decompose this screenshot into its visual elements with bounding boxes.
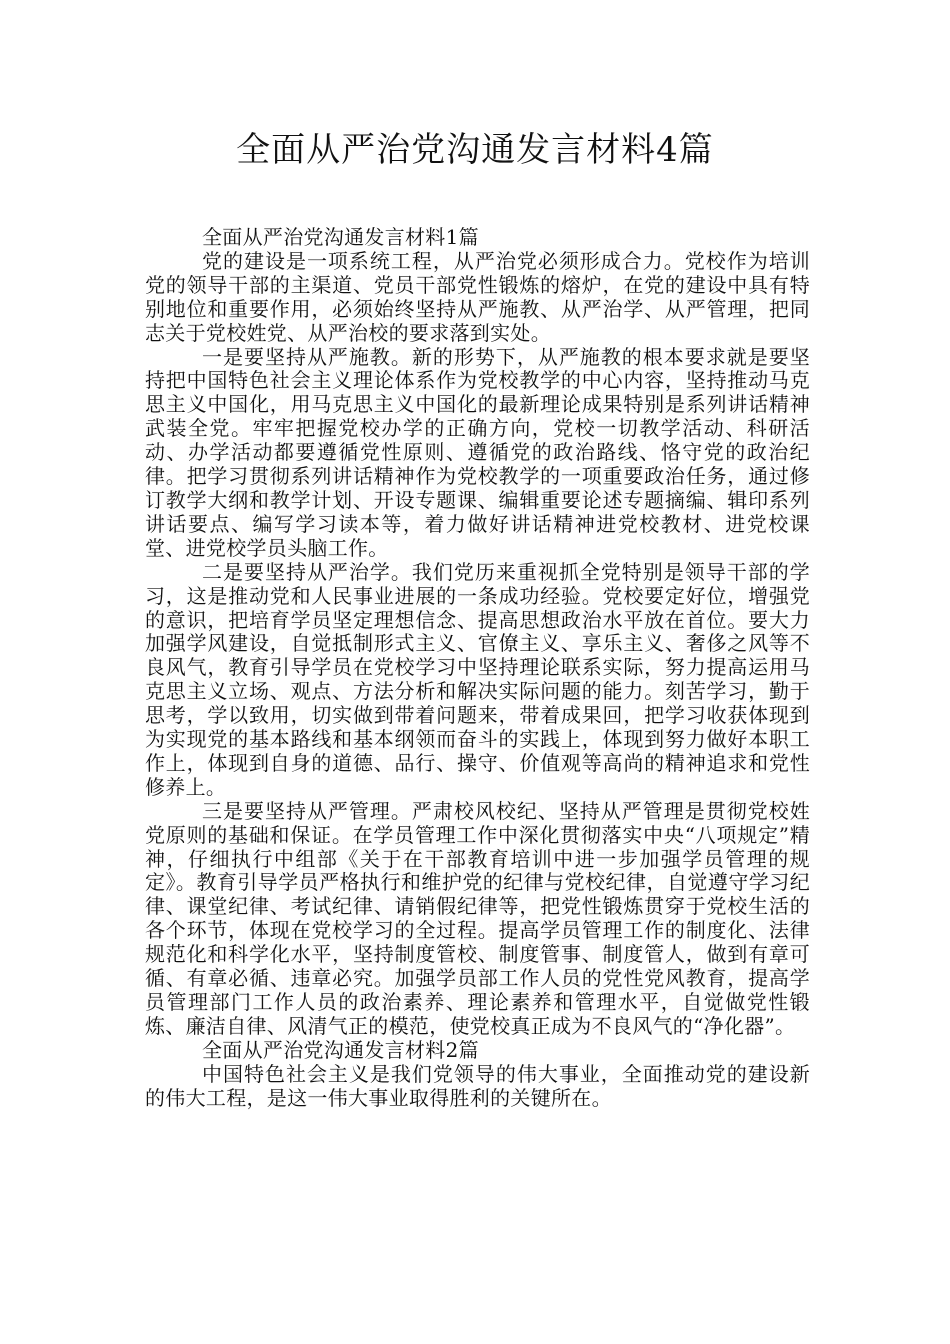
section-heading-2: 全面从严治党沟通发言材料2篇 xyxy=(202,1037,479,1062)
paragraph-strict-learning: 二是要坚持从严治学。我们党历来重视抓全党特别是领导干部的学习，这是推动党和人民事业进展的一条成功经验。党校要定好位，增强党的意识，把培育学员坚定理想信念、提高思想政治水平放在首位。要大力加强学风建设，自觉抵制形式主义、官僚主义、享乐主义、奢侈之风等不良风气，教育引导学员在党校学习中坚持理论联系实际，努力提高运用马克思主义立场、观点、方法分析和解决实际问题的能力。刻苦学习，勤于思考，学以致用，切实做到带着问题来，带着成果回，把学习收获体现到为实现党的基本路线和基本纲领而奋斗的实践上，体现到努力做好本职工作上，体现到自身的道德、品行、操守、价值观等高尚的精神追求和党性修养上。 xyxy=(145,559,810,799)
paragraph-intro: 党的建设是一项系统工程，从严治党必须形成合力。党校作为培训党的领导干部的主渠道、党员干部党性锻炼的熔炉，在党的建设中具有特别地位和重要作用，必须始终坚持从严施教、从严治学、从严管理，把同志关于党校姓党、从严治校的要求落到实处。 xyxy=(145,248,810,345)
paragraph-section-2-intro: 中国特色社会主义是我们党领导的伟大事业，全面推动党的建设新的伟大工程，是这一伟大事业取得胜利的关键所在。 xyxy=(145,1061,810,1110)
document-body xyxy=(145,226,810,1111)
paragraph-strict-teaching: 一是要坚持从严施教。新的形势下，从严施教的根本要求就是要坚持把中国特色社会主义理论体系作为党校教学的中心内容，坚持推动马克思主义中国化，用马克思主义中国化的最新理论成果特别是系列讲话精神武装全党。牢牢把握党校办学的正确方向，党校一切教学活动、科研活动、办学活动都要遵循党性原则、遵循党的政治路线、恪守党的政治纪律。把学习贯彻系列讲话精神作为党校教学的一项重要政治任务，通过修订教学大纲和教学计划、开设专题课、编辑重要论述专题摘编、辑印系列讲话要点、编写学习读本等，着力做好讲话精神进党校教材、进党校课堂、进党校学员头脑工作。 xyxy=(145,344,810,560)
section-heading-1: 全面从严治党沟通发言材料1篇 xyxy=(202,225,479,249)
paragraph-strict-management: 三是要坚持从严管理。严肃校风校纪、坚持从严管理是贯彻党校姓党原则的基础和保证。在学员管理工作中深化贯彻落实中央“八项规定”精神，仔细执行中组部《关于在干部教育培训中进一步加强学员管理的规定》。教育引导学员严格执行和维护党的纪律与党校纪律，自觉遵守学习纪律、课堂纪律、考试纪律、请销假纪律等，把党性锻炼贯穿于党校生活的各个环节，体现在党校学习的全过程。提高学员管理工作的制度化、法律规范化和科学化水平，坚持制度管校、制度管事、制度管人，做到有章可循、有章必循、违章必究。加强学员部工作人员的党性党风教育，提高学员管理部门工作人员的政治素养、理论素养和管理水平，自觉做党性锻炼、廉洁自律、风清气正的模范，使党校真正成为不良风气的“净化器”。 xyxy=(145,798,810,1038)
document-title: 全面从严治党沟通发言材料4篇 xyxy=(236,130,714,170)
